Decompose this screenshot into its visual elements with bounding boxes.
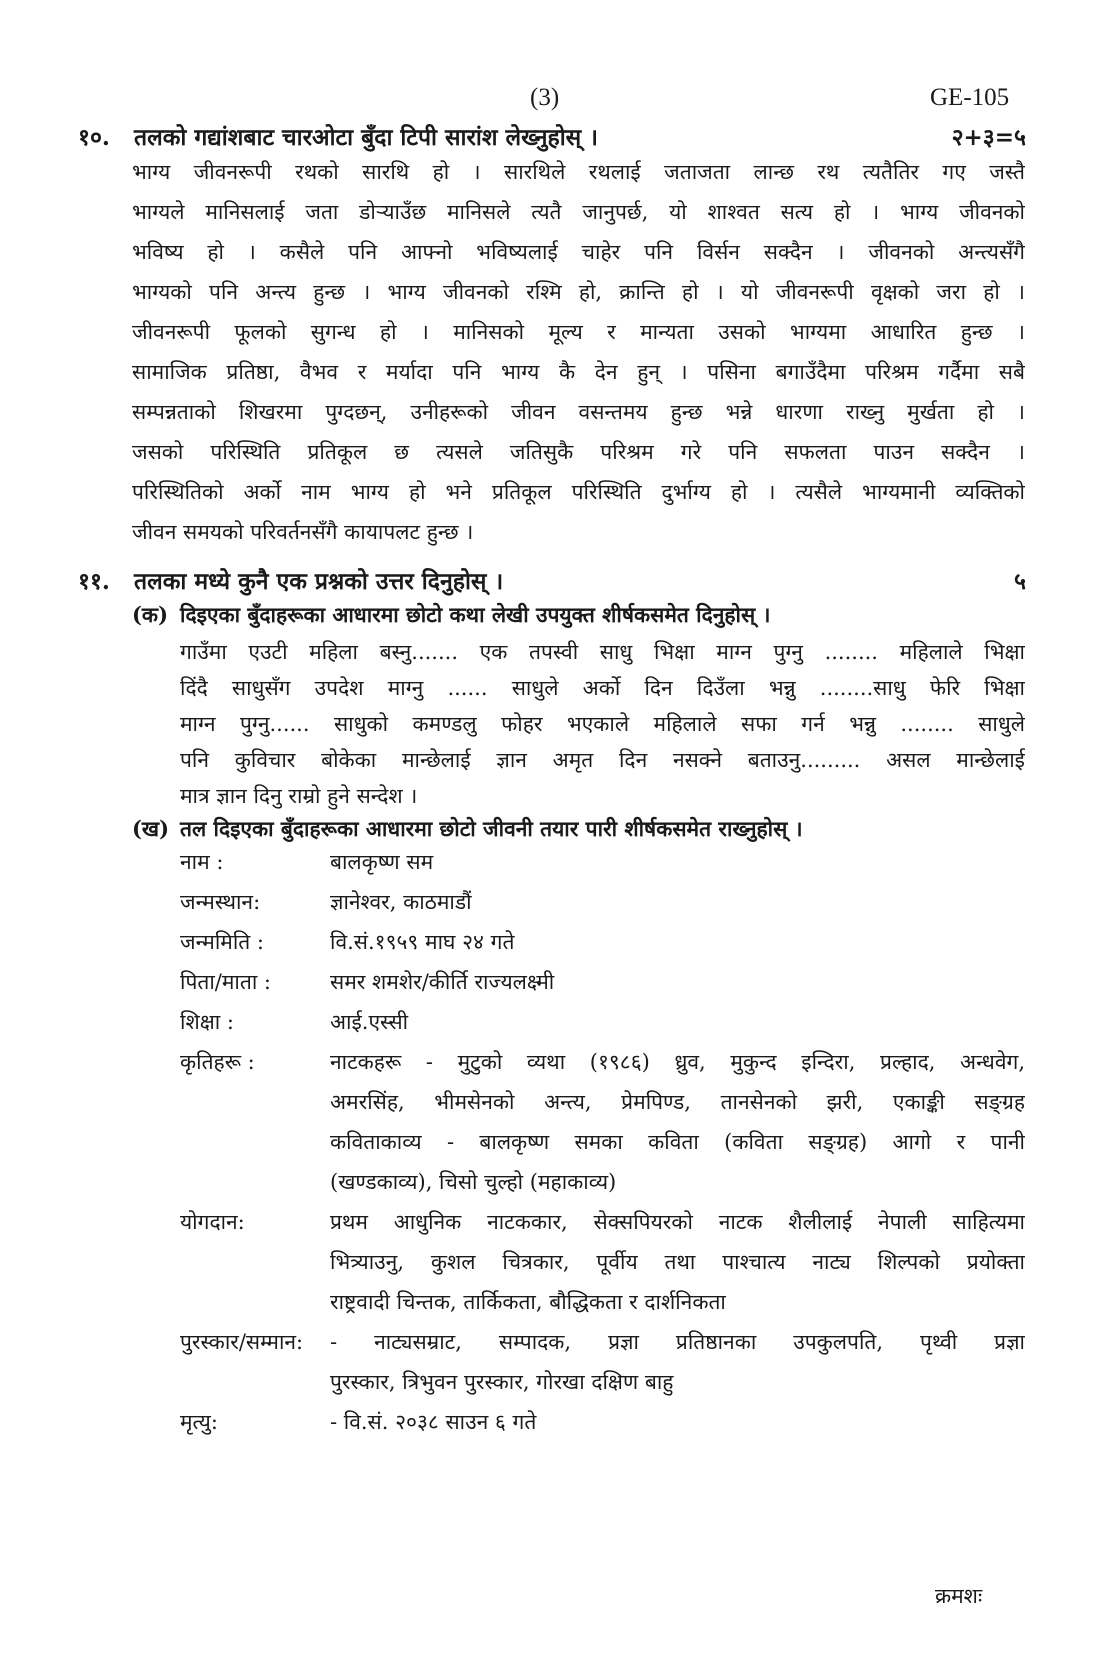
page-number: (3) [530,84,560,111]
bio-value-line: - वि.सं. २०३८ साउन ६ गते [330,1410,537,1434]
bio-row-death [180,1402,1025,1442]
question-marks: ५ [1014,568,1026,595]
bio-row-awards [180,1322,1025,1402]
question-title: तलका मध्ये कुनै एक प्रश्नको उत्तर दिनुहोस् । [134,568,504,595]
story-line: गाउँमा एउटी महिला बस्नु....... एक तपस्वी साधु भिक्षा माग्न पुग्नु ........ महिलाले भिक्षा [180,640,1025,664]
passage-line: भाग्यले मानिसलाई जता डोऱ्याउँछ मानिसले त्यतै जानुपर्छ, यो शाश्वत सत्य हो । भाग्य जीवनको [132,200,1025,224]
bio-value-line: राष्ट्रवादी चिन्तक, तार्किकता, बौद्धिकता र दार्शनिकता [330,1290,726,1314]
passage-line: जीवनरूपी फूलको सुगन्ध हो । मानिसको मूल्य र मान्यता उसको भाग्यमा आधारित हुन्छ । [132,320,1025,344]
bio-value-line: (खण्डकाव्य), चिसो चुल्हो (महाकाव्य) [330,1170,617,1194]
bio-row-contribution [180,1202,1025,1322]
bio-row-education [180,1002,1025,1042]
bio-value [330,882,1025,922]
question-11-heading [78,564,1026,596]
part-b-heading [132,815,1025,843]
bio-row-works [180,1042,1025,1202]
bio-label: कृतिहरू : [180,1050,255,1074]
bio-label: मृत्यु: [180,1410,218,1434]
question-marks: २+३=५ [951,124,1026,151]
bio-value-line: आई.एस्सी [330,1010,409,1034]
bio-value-line: अमरसिंह, भीमसेनको अन्त्य, प्रेमपिण्ड, तानसेनको झरी, एकाङ्की सङ्ग्रह [330,1090,1025,1114]
story-line: दिंदै साधुसँग उपदेश माग्नु ...... साधुले अर्को दिन दिउँला भन्नु ........साधु फेरि भिक्षा [180,676,1025,700]
bio-value-line: नाटकहरू - मुटुको व्यथा (१९८६) ध्रुव, मुकुन्द इन्दिरा, प्रल्हाद, अन्धवेग, [330,1050,1025,1074]
passage-line: सम्पन्नताको शिखरमा पुग्दछन्, उनीहरूको जीवन वसन्तमय हुन्छ भन्ने धारणा राख्नु मुर्खता हो । [132,400,1025,424]
passage [132,152,1025,552]
question-number: १०. [78,124,110,151]
bio-value [330,922,1025,962]
part-title: तल दिइएका बुँदाहरूका आधारमा छोटो जीवनी तयार पारी शीर्षकसमेत राख्नुहोस् । [180,816,803,841]
continued-note: क्रमशः [935,1584,983,1608]
bio-value-line: प्रथम आधुनिक नाटककार, सेक्सपियरको नाटक शैलीलाई नेपाली साहित्यमा [330,1210,1025,1234]
bio-label: योगदान: [180,1210,245,1234]
passage-line: परिस्थितिको अर्को नाम भाग्य हो भने प्रतिकूल परिस्थिति दुर्भाग्य हो । त्यसैले भाग्यमानी व्यक्तिको [132,480,1025,504]
paper-code: GE-105 [930,84,1010,111]
part-title: दिइएका बुँदाहरूका आधारमा छोटो कथा लेखी उपयुक्त शीर्षकसमेत दिनुहोस् । [180,602,771,627]
bio-value-line: ज्ञानेश्वर, काठमाडौं [330,890,472,914]
bio-row-birthplace [180,882,1025,922]
bio-value [330,962,1025,1002]
bio-value [330,1402,1025,1442]
story-line: मात्र ज्ञान दिनु राम्रो हुने सन्देश । [180,784,418,808]
bio-value-line: - नाट्यसम्राट, सम्पादक, प्रज्ञा प्रतिष्ठानका उपकुलपति, पृथ्वी प्रज्ञा [330,1330,1025,1354]
bio-label: जन्ममिति : [180,930,264,954]
bio-value-line: भित्र्याउनु, कुशल चित्रकार, पूर्वीय तथा पाश्चात्य नाट्य शिल्पको प्रयोक्ता [330,1250,1025,1274]
bio-value [330,1002,1025,1042]
passage-line: भाग्य जीवनरूपी रथको सारथि हो । सारथिले रथलाई जताजता लान्छ रथ त्यतैतिर गए जस्तै [132,160,1025,184]
bio-row-birthdate [180,922,1025,962]
part-label: (ख) [132,816,170,841]
bio-value-line: कविताकाव्य - बालकृष्ण समका कविता (कविता सङ्ग्रह) आगो र पानी [330,1130,1025,1154]
passage-line: भविष्य हो । कसैले पनि आफ्नो भविष्यलाई चाहेर पनि विर्सन सक्दैन । जीवनको अन्त्यसँगै [132,240,1025,264]
passage-line: भाग्यको पनि अन्त्य हुन्छ । भाग्य जीवनको रश्मि हो, क्रान्ति हो । यो जीवनरूपी वृक्षको जरा हो । [132,280,1025,304]
bio-row-parents [180,962,1025,1002]
part-a-heading [132,601,1025,629]
passage-line: जीवन समयको परिवर्तनसँगै कायापलट हुन्छ । [132,520,474,544]
bio-value-line: वि.सं.१९५९ माघ २४ गते [330,930,515,954]
passage-line: सामाजिक प्रतिष्ठा, वैभव र मर्यादा पनि भाग्य कै देन हुन् । पसिना बगाउँदैमा परिश्रम गर्दैमा सबै [132,360,1025,384]
bio-label: नाम : [180,850,224,874]
story-line: माग्न पुग्नु...... साधुको कमण्डलु फोहर भएकाले महिलाले सफा गर्न भन्नु ........ साधुले [180,712,1025,736]
passage-line: जसको परिस्थिति प्रतिकूल छ त्यसले जतिसुकै परिश्रम गरे पनि सफलता पाउन सक्दैन । [132,440,1025,464]
bio-value-line: समर शमशेर/कीर्ति राज्यलक्ष्मी [330,970,555,994]
story-line: पनि कुविचार बोकेका मान्छेलाई ज्ञान अमृत दिन नसक्ने बताउनु......... असल मान्छेलाई [180,748,1025,772]
part-label: (क) [132,602,168,627]
bio-value [330,1042,1025,1202]
question-10-heading [78,120,1026,152]
bio-value [330,842,1025,882]
bio-value-line: पुरस्कार, त्रिभुवन पुरस्कार, गोरखा दक्षिण बाहु [330,1370,674,1394]
bio-value [330,1322,1025,1402]
bio-value [330,1202,1025,1322]
bio-label: जन्मस्थान: [180,890,261,914]
bio-row-name [180,842,1025,882]
bio-label: पुरस्कार/सम्मान: [180,1330,304,1354]
question-title: तलको गद्यांशबाट चारओटा बुँदा टिपी सारांश लेख्नुहोस् । [134,124,598,151]
bio-label: शिक्षा : [180,1010,234,1034]
biography-details [180,842,1025,1442]
bio-label: पिता/माता : [180,970,272,994]
story-points [180,634,1025,814]
bio-value-line: बालकृष्ण सम [330,850,434,874]
question-number: ११. [78,568,110,595]
